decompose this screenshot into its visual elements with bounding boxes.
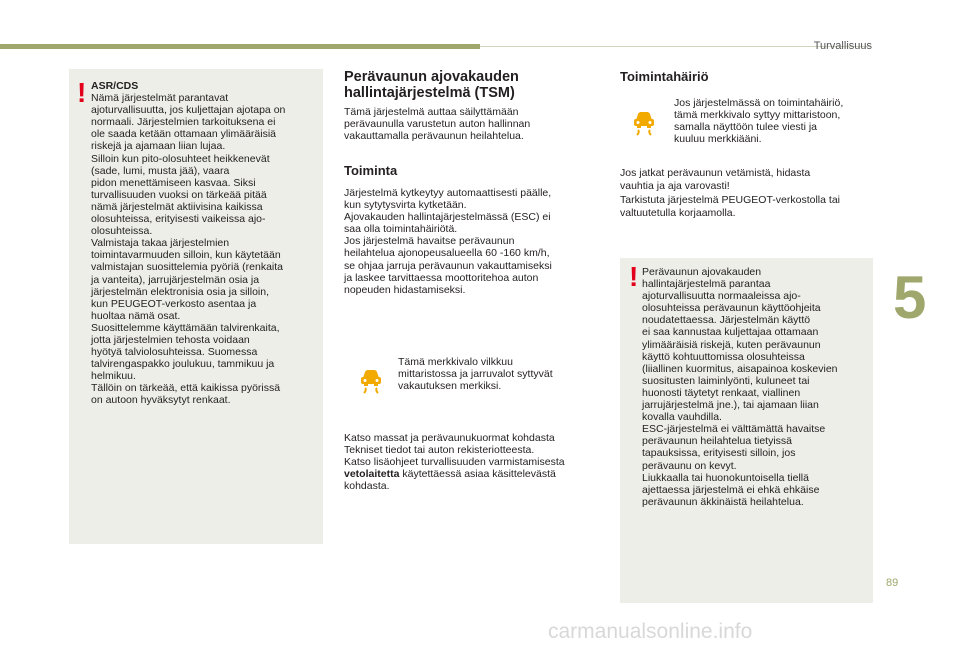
asr-warning-text [91,80,321,407]
asr-warning-box [69,69,323,544]
tsm-footer-part1: Katso massat ja perävaunukuormat kohdasta Tekniset tiedot tai auton rekisteriotteesta. Katso lisäohjeet turvallisuuden varmistamisesta [344,432,565,469]
section-title: Turvallisuus [813,40,872,52]
operation-heading: Toiminta [344,163,398,178]
chapter-number: 5 [893,264,927,331]
operation-body: Järjestelmä kytkeytyy automaattisesti päälle, kun sytytysvirta kytketään. Ajovakauden hallintajärjestelmässä (ESC) ei saa olla toimintahäiriötä. Jos järjestelmä havaitse perävaunun heilahtelua ajonopeusalueella 60 -160 km/h, se ohjaa jarruja perävaunun vakauttamiseksi ja laskee tarvittaessa moottoritehoa auton nopeuden hidastamiseksi. [344,187,552,296]
tsm-lamp-text: Tämä merkkivalo vilkkuu mittaristossa ja jarruvalot syttyvät vakautuksen merkiksi. [398,356,553,393]
tsm-footer-part2: käytettäessä asiaa käsittelevästä kohdasta. [344,468,556,493]
warning-exclamation-icon: ! [629,261,639,292]
watermark: carmanualsonline.info [548,620,753,643]
asr-warning-body: Nämä järjestelmät parantavat ajoturvallisuutta, jos kuljettajan ajotapa on normaali. Järjestelmien tarkoituksena ei ole saada ketään ottamaan ylimääräisiä riskejä ja ajamaan liian lujaa. Silloin kun pito-olosuhteet heikkenevät (sade, lumi, musta jää), vaara pidon menettämiseen kasvaa. Siksi turvallisuuden vuoksi on tärkeää pitää nämä järjestelmät aktiivisina kaikissa olosuhteissa, erityisesti vaikeissa ajo- olosuhteissa. Valmistaja takaa järjestelmien toimintavarmuuden silloin, kun käytetään valmistajan suosittelemia pyöriä (renkaita ja vanteita), jarrujärjestelmän osia ja järjestelmän elektronisia osia ja silloin, kun PEUGEOT-verkosto asentaa ja huoltaa nämä osat. Suosittelemme käyttämään talvirenkaita, jotta järjestelmien tehosta voidaan hyötyä talviolosuhteissa. Suomessa talvirengaspakko joulukuu, tammikuu ja helmikuu. Tällöin on tärkeää, että kaikissa pyörissä on autoon hyväksytyt renkaat. [91,92,286,407]
tsm-warning-box [620,258,873,603]
tsm-footer-bold: vetolaitetta [344,468,400,481]
tsm-footer-text [344,432,612,492]
header-rule [0,44,480,49]
malfunction-body: Jos jatkat perävaunun vetämistä, hidasta vauhtia ja aja varovasti! Tarkistuta järjestelmä PEUGEOT-verkostolla tai valtuutetulla korjaamolla. [620,167,840,219]
tsm-title [344,69,519,101]
tsm-warning-text: Perävaunun ajovakauden hallintajärjestelmä parantaa ajoturvallisuutta normaaleissa ajo- olosuhteissa perävaunun käyttöohjeita noudatettaessa. Järjestelmän käyttö ei saa kannustaa kuljettajaa ottamaan ylimääräisiä riskejä, kuten perävaunun käyttö kohtuuttomissa olosuhteissa (liiallinen kuormitus, aisapainoa koskevien suositusten laiminlyönti, kuluneet tai huonosti täytetyt renkaat, viallinen jarrujärjestelmä jne.), tai ajamaan liian kovalla vauhdilla. ESC-järjestelmä ei välttämättä havaitse perävaunun heilahtelua tietyissä tapauksissa, erityisesti silloin, jos perävaunu on kevyt. Liukkaalla tai huonokuntoisella tiellä ajettaessa järjestelmä ei ehkä ehkäise perävaunun äkkinäistä heilahtelua. [642,266,838,508]
malfunction-heading: Toimintahäiriö [620,69,709,84]
skidding-car-icon [356,365,386,400]
tsm-title-line1: Perävaunun ajovakauden [344,69,519,85]
page-number: 89 [886,577,899,589]
skidding-car-icon [629,107,659,142]
warning-exclamation-icon: ! [77,77,87,108]
tsm-intro: Tämä järjestelmä auttaa säilyttämään perävaunulla varustetun auton hallinnan vakauttamalla perävaunun heilahtelua. [344,106,531,143]
header-rule-thin [480,46,870,47]
malfunction-lamp-text: Jos järjestelmässä on toimintahäiriö, tämä merkkivalo syttyy mittaristoon, samalla näyttöön tulee viesti ja kuuluu merkkiääni. [674,97,844,146]
asr-warning-title: ASR/CDS [91,80,139,92]
tsm-title-line2: hallintajärjestelmä (TSM) [344,85,515,101]
